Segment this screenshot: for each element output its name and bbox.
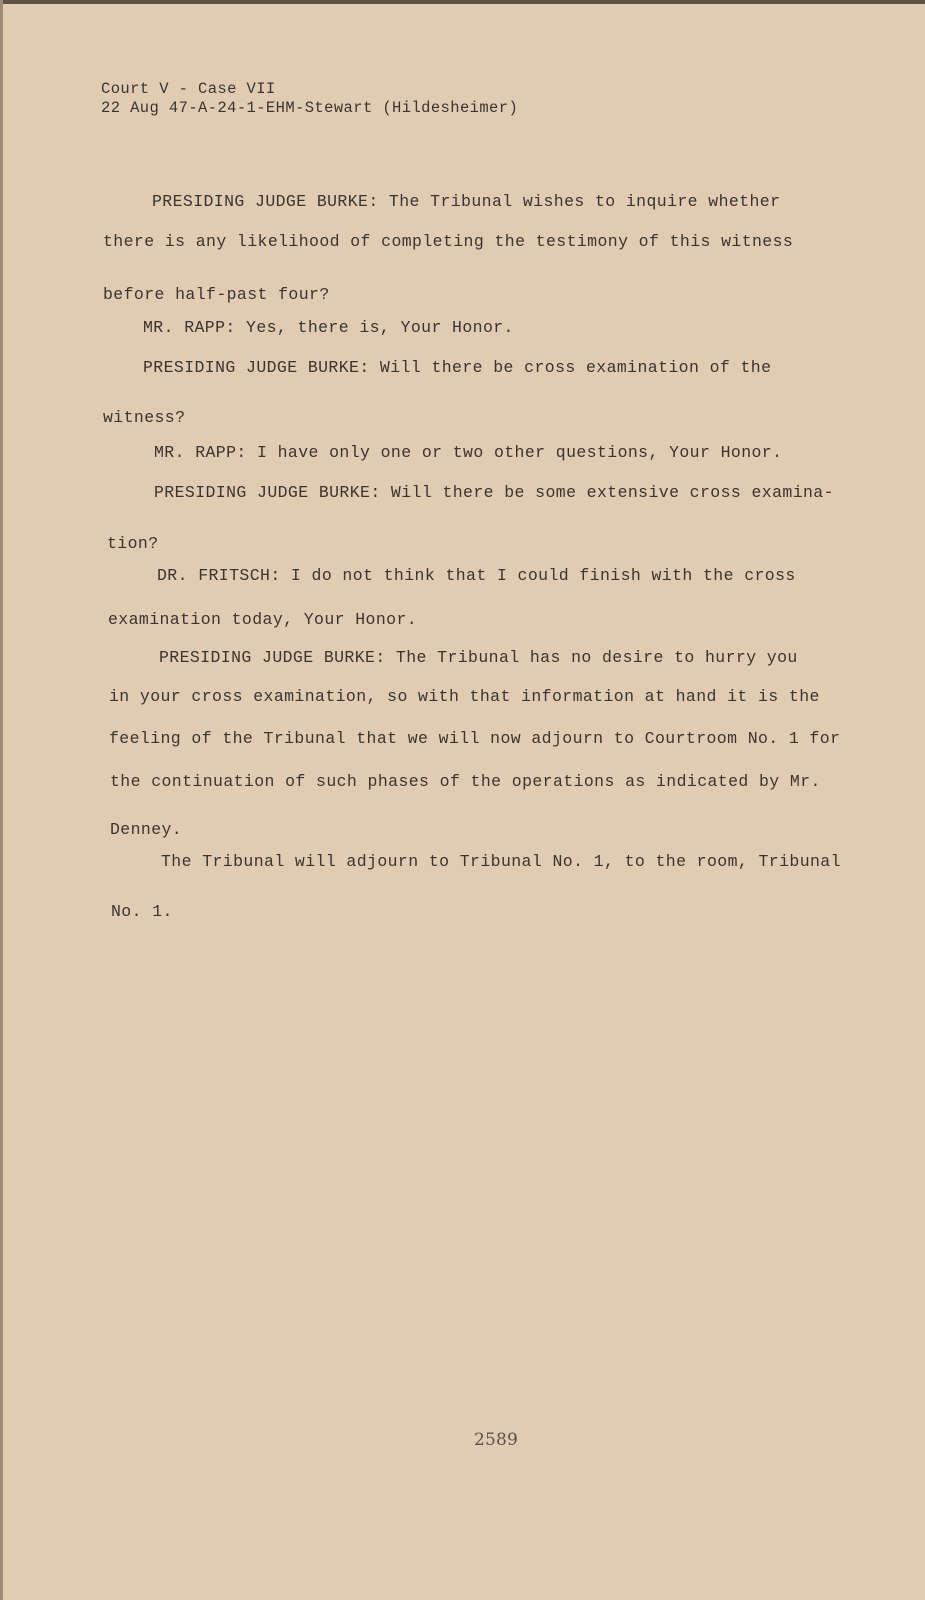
transcript-line: the continuation of such phases of the operations as indicated by Mr. — [110, 772, 821, 791]
transcript-line: witness? — [103, 408, 186, 427]
transcript-line: there is any likelihood of completing the testimony of this witness — [103, 232, 794, 251]
transcript-line: before half-past four? — [103, 285, 330, 304]
transcript-line: PRESIDING JUDGE BURKE: Will there be some extensive cross examina- — [154, 483, 834, 502]
header-date-reference: 22 Aug 47-A-24-1-EHM-Stewart (Hildesheimer) — [101, 99, 519, 117]
transcript-line: examination today, Your Honor. — [108, 610, 418, 629]
transcript-line: The Tribunal will adjourn to Tribunal No. 1, to the room, Tribunal — [161, 852, 841, 871]
transcript-line: MR. RAPP: I have only one or two other questions, Your Honor. — [154, 443, 783, 462]
document-header — [101, 80, 518, 118]
transcript-line: tion? — [107, 534, 159, 553]
transcript-line: PRESIDING JUDGE BURKE: The Tribunal has no desire to hurry you — [159, 648, 798, 667]
transcript-line: Denney. — [110, 820, 183, 839]
page-left-edge — [0, 0, 3, 1600]
transcript-line: DR. FRITSCH: I do not think that I could finish with the cross — [157, 566, 796, 585]
transcript-line: in your cross examination, so with that information at hand it is the — [109, 687, 820, 706]
transcript-line: MR. RAPP: Yes, there is, Your Honor. — [143, 318, 514, 337]
page-number: 2589 — [474, 1430, 519, 1450]
transcript-line: PRESIDING JUDGE BURKE: The Tribunal wishes to inquire whether — [152, 192, 781, 211]
header-court-case: Court V - Case VII — [101, 80, 276, 98]
transcript-line: No. 1. — [111, 902, 173, 921]
transcript-line: feeling of the Tribunal that we will now adjourn to Courtroom No. 1 for — [109, 729, 841, 748]
page-top-edge — [0, 0, 925, 4]
transcript-line: PRESIDING JUDGE BURKE: Will there be cross examination of the — [143, 358, 772, 377]
